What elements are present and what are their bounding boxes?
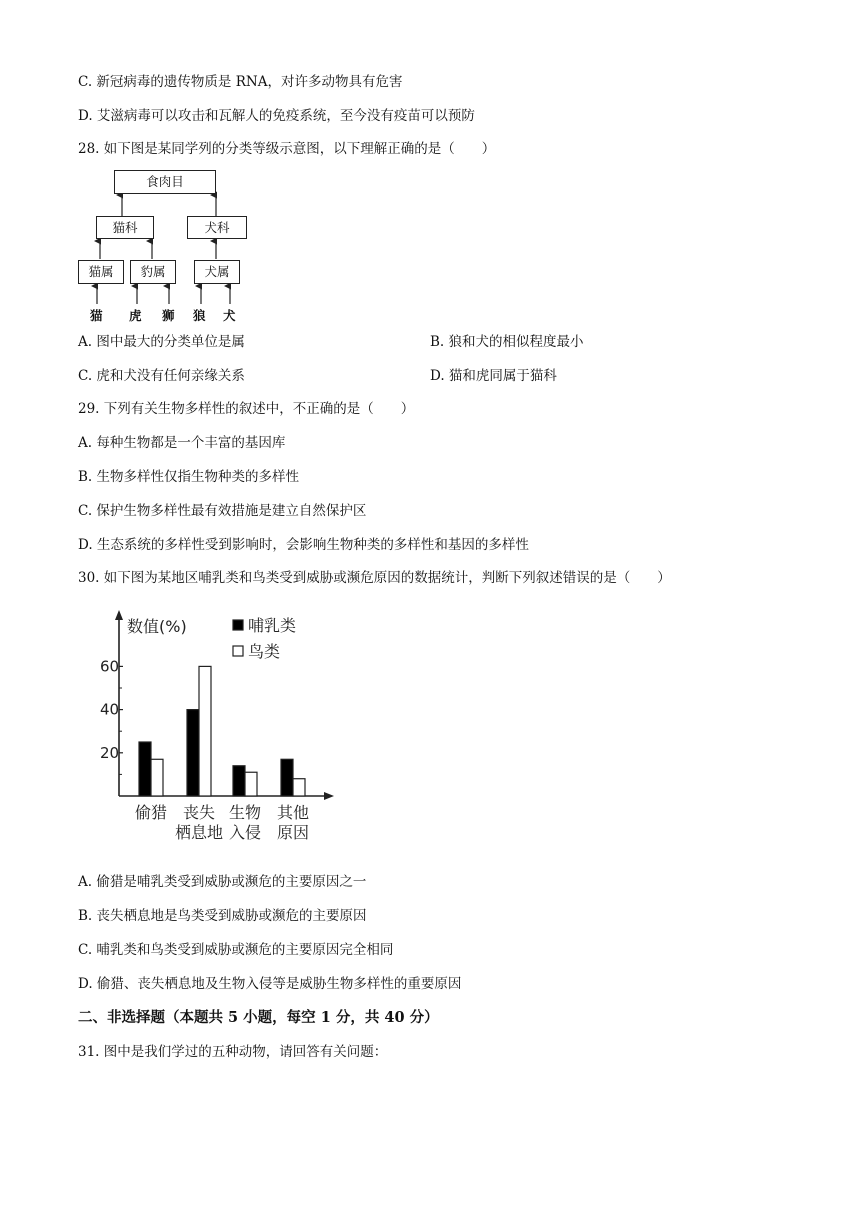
y-axis-arrow	[115, 610, 123, 620]
bar	[151, 759, 163, 796]
q29-stem: 29. 下列有关生物多样性的叙述中，不正确的是（ ）	[78, 401, 415, 417]
genus-leopard-box: 豹属	[130, 260, 176, 284]
animal-tiger: 虎	[129, 308, 142, 323]
x-tick-label: 生物	[228, 803, 262, 822]
q29-option-b: B. 生物多样性仅指生物种类的多样性	[78, 469, 300, 485]
q27-option-d: D. 艾滋病毒可以攻击和瓦解人的免疫系统，至今没有疫苗可以预防	[78, 108, 475, 124]
q29-option-d: D. 生态系统的多样性受到影响时，会影响生物种类的多样性和基因的多样性	[78, 537, 529, 553]
x-axis-arrow	[324, 792, 334, 800]
family-dog-box: 犬科	[187, 216, 247, 239]
animal-cat: 猫	[90, 308, 103, 323]
legend-label: 鸟类	[248, 642, 281, 661]
legend-swatch	[233, 620, 243, 630]
bar	[293, 779, 305, 796]
animal-wolf: 狼	[193, 308, 206, 323]
q28-option-c: C. 虎和犬没有任何亲缘关系	[78, 368, 245, 384]
bar	[199, 666, 211, 796]
q28-stem: 28. 如下图是某同学列的分类等级示意图，以下理解正确的是（ ）	[78, 141, 496, 157]
q30-option-a: A. 偷猎是哺乳类受到威胁或濒危的主要原因之一	[78, 874, 367, 890]
y-tick-label: 40	[100, 700, 120, 719]
genus-cat-box: 猫属	[78, 260, 124, 284]
x-tick-label: 偷猎	[134, 803, 168, 822]
order-box: 食肉目	[114, 170, 216, 194]
x-tick-label: 其他	[276, 803, 310, 822]
bar	[139, 742, 151, 796]
q31-stem: 31. 图中是我们学过的五种动物，请回答有关问题：	[78, 1044, 388, 1060]
y-axis-label: 数值(%)	[127, 617, 187, 636]
bar	[233, 766, 245, 796]
genus-dog-box: 犬属	[194, 260, 240, 284]
q28-option-d: D. 猫和虎同属于猫科	[430, 368, 557, 384]
q29-option-a: A. 每种生物都是一个丰富的基因库	[78, 435, 286, 451]
family-cat-box: 猫科	[96, 216, 154, 239]
animal-dog: 犬	[223, 308, 236, 323]
y-tick-label: 20	[100, 743, 120, 762]
q30-stem: 30. 如下图为某地区哺乳类和鸟类受到威胁或濒危原因的数据统计，判断下列叙述错误的是（ ）	[78, 570, 671, 586]
legend-swatch	[233, 646, 243, 656]
bar	[187, 710, 199, 796]
q29-option-c: C. 保护生物多样性最有效措施是建立自然保护区	[78, 503, 367, 519]
classification-diagram	[74, 166, 264, 326]
q30-option-c: C. 哺乳类和鸟类受到威胁或濒危的主要原因完全相同	[78, 942, 394, 958]
q30-option-b: B. 丧失栖息地是鸟类受到威胁或濒危的主要原因	[78, 908, 367, 924]
x-tick-label: 原因	[276, 823, 310, 842]
chart-svg	[100, 604, 350, 849]
animal-lion: 狮	[162, 308, 175, 323]
x-tick-label: 栖息地	[174, 823, 224, 842]
q27-option-c: C. 新冠病毒的遗传物质是 RNA，对许多动物具有危害	[78, 74, 403, 90]
threat-bar-chart	[100, 604, 350, 849]
legend-label: 哺乳类	[248, 616, 297, 635]
section-heading: 二、非选择题（本题共 5 小题，每空 1 分，共 40 分）	[78, 1009, 439, 1026]
q28-option-b: B. 狼和犬的相似程度最小	[430, 334, 584, 350]
x-tick-label: 丧失	[182, 803, 216, 822]
x-tick-label: 入侵	[228, 823, 262, 842]
y-tick-label: 60	[100, 657, 120, 676]
q28-option-a: A. 图中最大的分类单位是属	[78, 334, 245, 350]
bar	[245, 772, 257, 796]
q30-option-d: D. 偷猎、丧失栖息地及生物入侵等是威胁生物多样性的重要原因	[78, 976, 462, 992]
bar	[281, 759, 293, 796]
